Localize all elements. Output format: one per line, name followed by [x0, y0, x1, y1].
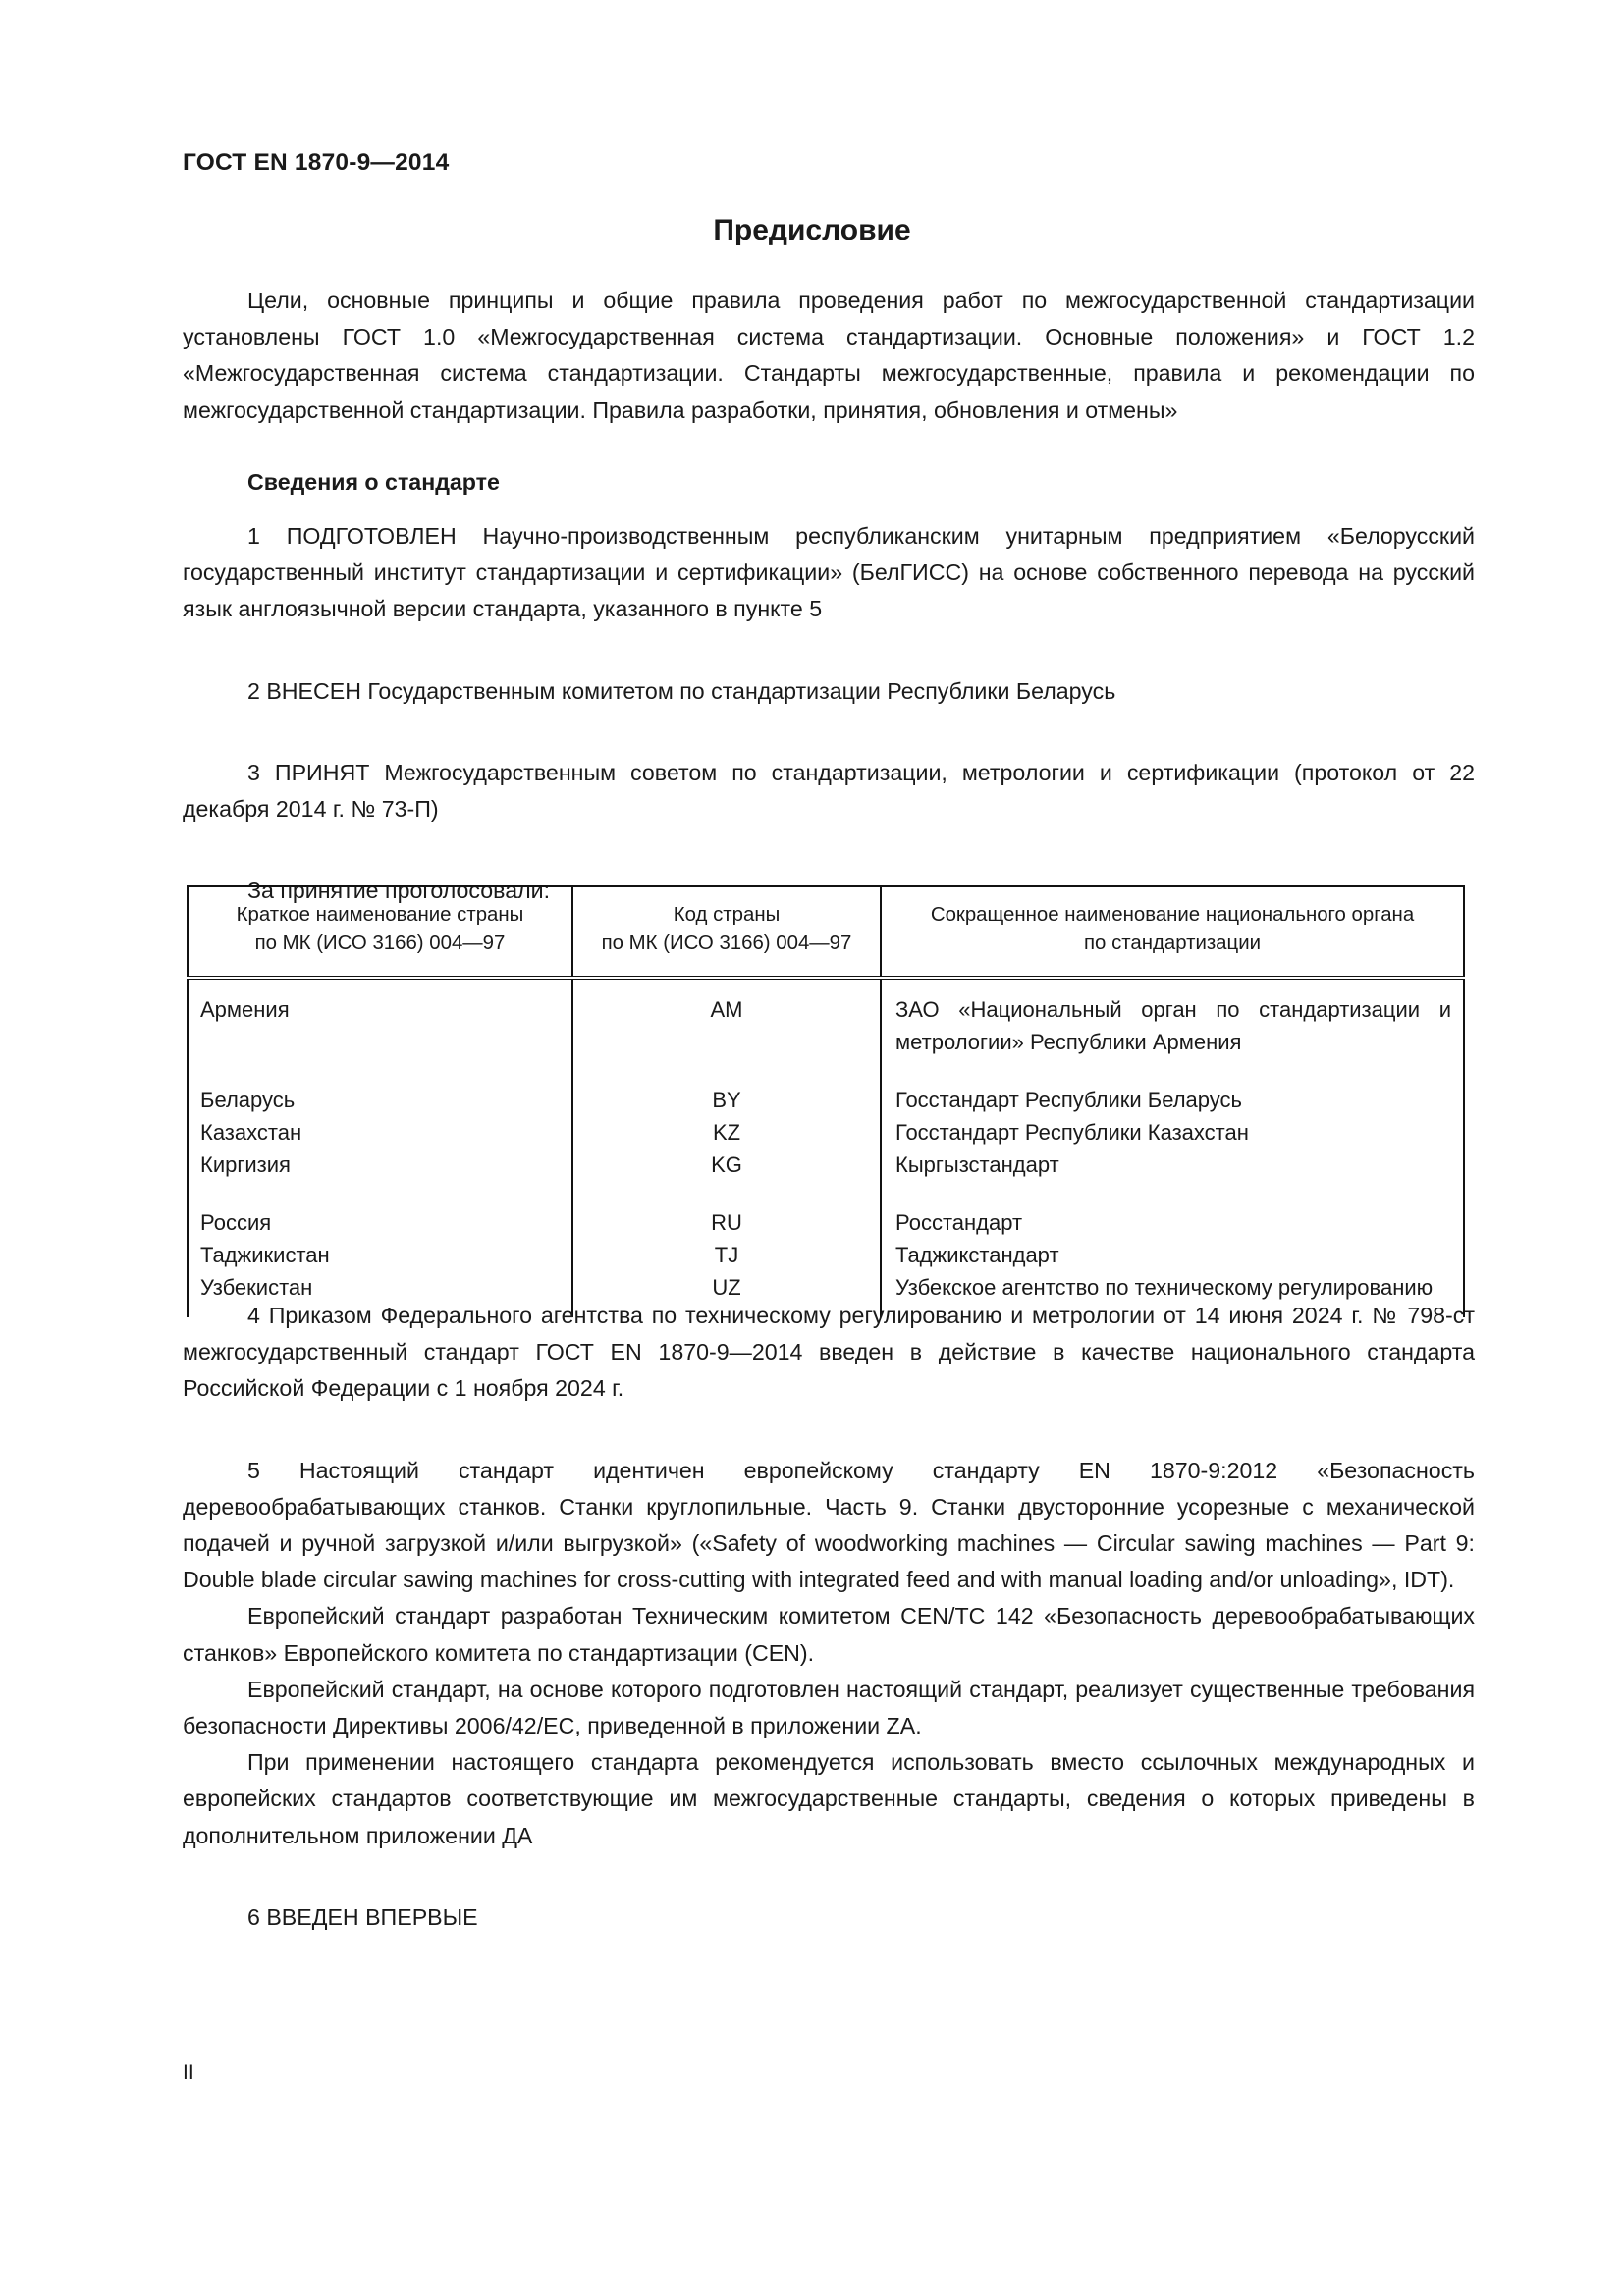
column-header-line-2: по стандартизации — [1084, 933, 1261, 954]
cell-national-body: Госстандарт Республики Беларусь — [881, 1084, 1464, 1116]
cell-country-code: KZ — [572, 1116, 881, 1148]
standard-info-item-5: 5 Настоящий стандарт идентичен европейскому стандарту EN 1870-9:2012 «Безопасность деревообрабатывающих станков. Станки круглопильные. Часть 9. Станки двусторонние усорезные с механической подачей и ручной загрузкой и/или выгрузкой» («Safety of woodworking machines — Circular sawing machines — Part 9: Double blade circular sawing machines for cross-cutting with integrated feed and with manual loading and/or unloading», IDT). — [183, 1457, 1475, 1593]
table-row — [188, 1116, 1464, 1148]
cell-national-body: Кыргызстандарт — [881, 1148, 1464, 1181]
table-body — [188, 978, 1464, 1317]
cell-national-body: Госстандарт Республики Казахстан — [881, 1116, 1464, 1148]
standard-info-item-2: 2 ВНЕСЕН Государственным комитетом по стандартизации Республики Беларусь — [247, 677, 1116, 704]
spacer-cell — [881, 1058, 1464, 1084]
column-header-line-2: по МК (ИСО 3166) 004—97 — [601, 933, 852, 954]
column-header-line-2: по МК (ИСО 3166) 004—97 — [254, 933, 506, 954]
cell-country-code: AM — [572, 978, 881, 1058]
cell-country-code: RU — [572, 1206, 881, 1239]
column-header-country-name — [188, 886, 572, 978]
table-row — [188, 1239, 1464, 1271]
standard-info-item-6: 6 ВВЕДЕН ВПЕРВЫЕ — [247, 1903, 478, 1930]
standard-info-item-5-paragraph-2: Европейский стандарт разработан Техническим комитетом CEN/TC 142 «Безопасность деревообрабатывающих станков» Европейского комитета по стандартизации (CEN). — [183, 1603, 1475, 1666]
standard-info-item-1: 1 ПОДГОТОВЛЕН Научно-производственным республиканским унитарным предприятием «Белорусский государственный институт стандартизации и сертификации» (БелГИСС) на основе собственного перевода на русский язык англоязычной версии стандарта, указанного в пункте 5 — [183, 523, 1475, 622]
table-row — [188, 1206, 1464, 1239]
document-body-bottom — [183, 1298, 1475, 1936]
document-body-top — [183, 283, 1475, 909]
cell-country-name: Таджикистан — [188, 1239, 572, 1271]
column-header-country-code — [572, 886, 881, 978]
document-standard-number: ГОСТ EN 1870-9—2014 — [183, 149, 450, 176]
page-number: II — [183, 2061, 194, 2084]
cell-country-name: Казахстан — [188, 1116, 572, 1148]
spacer — [183, 628, 1475, 673]
standard-info-item-3: 3 ПРИНЯТ Межгосударственным советом по стандартизации, метрологии и сертификации (протокол от 22 декабря 2014 г. № 73-П) — [183, 759, 1475, 823]
table-row — [188, 978, 1464, 1058]
column-header-line-1: Код страны — [673, 904, 781, 926]
column-header-line-1: Краткое наименование страны — [236, 904, 524, 926]
cell-country-name: Армения — [188, 978, 572, 1058]
cell-country-code: UZ — [572, 1271, 881, 1317]
cell-country-name: Узбекистан — [188, 1271, 572, 1317]
cell-national-body: Узбекское агентство по техническому регулированию — [881, 1271, 1464, 1317]
page-title: Предисловие — [713, 214, 911, 246]
cell-country-code: KG — [572, 1148, 881, 1181]
spacer — [183, 429, 1475, 464]
spacer-cell — [881, 1181, 1464, 1206]
spacer-cell — [572, 1181, 881, 1206]
cell-country-name: Киргизия — [188, 1148, 572, 1181]
spacer — [183, 1408, 1475, 1453]
spacer — [183, 1854, 1475, 1899]
spacer-cell — [188, 1058, 572, 1084]
table-row — [188, 1148, 1464, 1181]
table-header-row — [188, 886, 1464, 978]
vote-intro-text: За принятие проголосовали: — [247, 878, 551, 904]
spacer-cell — [572, 1058, 881, 1084]
standard-info-item-4: 4 Приказом Федерального агентства по техническому регулированию и метрологии от 14 июня 2024 г. № 798-ст межгосударственный стандарт ГОСТ EN 1870-9—2014 введен в действие в качестве национального стандарта Российской Федерации с 1 ноября 2024 г. — [183, 1303, 1475, 1402]
column-header-line-1: Сокращенное наименование национального органа — [930, 904, 1415, 926]
standard-info-heading: Сведения о стандарте — [247, 468, 500, 495]
cell-national-body: Росстандарт — [881, 1206, 1464, 1239]
table-spacer-row — [188, 1181, 1464, 1206]
standard-info-item-5-paragraph-3: Европейский стандарт, на основе которого подготовлен настоящий стандарт, реализует существенные требования безопасности Директивы 2006/42/EC, приведенной в приложении ZA. — [183, 1676, 1475, 1739]
cell-country-code: BY — [572, 1084, 881, 1116]
spacer — [183, 828, 1475, 873]
table-spacer-row — [188, 1058, 1464, 1084]
spacer-cell — [188, 1181, 572, 1206]
spacer — [183, 710, 1475, 755]
standard-info-item-5-paragraph-4: При применении настоящего стандарта рекомендуется использовать вместо ссылочных международных и европейских стандартов соответствующие им межгосударственные стандарты, сведения о которых приведены в дополнительном приложении ДА — [183, 1749, 1475, 1848]
cell-country-name: Россия — [188, 1206, 572, 1239]
cell-national-body: Таджикстандарт — [881, 1239, 1464, 1271]
spacer — [183, 501, 1475, 518]
voting-countries-table — [187, 885, 1465, 1317]
table-header — [188, 886, 1464, 978]
cell-country-code: TJ — [572, 1239, 881, 1271]
table-row — [188, 1084, 1464, 1116]
cell-national-body: ЗАО «Национальный орган по стандартизации и метрологии» Республики Армения — [881, 978, 1464, 1058]
column-header-national-body — [881, 886, 1464, 978]
cell-country-name: Беларусь — [188, 1084, 572, 1116]
intro-paragraph: Цели, основные принципы и общие правила проведения работ по межгосударственной стандартизации установлены ГОСТ 1.0 «Межгосударственная система стандартизации. Основные положения» и ГОСТ 1.2 «Межгосударственная система стандартизации. Стандарты межгосударственные, правила и рекомендации по межгосударственной стандартизации. Правила разработки, принятия, обновления и отмены» — [183, 288, 1475, 423]
